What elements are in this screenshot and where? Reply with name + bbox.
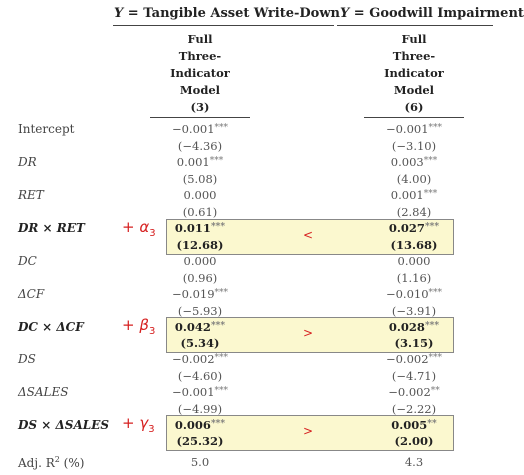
- row-label-dsales: ΔSALES: [18, 385, 69, 399]
- row-label-adj-r2: Adj. $R^2$ (%): [18, 455, 85, 470]
- col6-subheader-rule: [364, 117, 464, 118]
- col3-subheader-rule: [150, 117, 250, 118]
- cell-col6: (−4.71): [391, 369, 437, 383]
- cell-col3: (5.08): [182, 172, 218, 186]
- cell-col3: (12.68): [176, 238, 224, 252]
- cell-col6: −0.010***: [385, 287, 443, 301]
- col3-subheader: Full Three- Indicator Model (3): [170, 32, 230, 114]
- gamma3-annotation: + $\gamma_3$: [122, 414, 155, 435]
- cell-col3: 0.011***: [174, 221, 226, 235]
- cell-col6: (−3.10): [391, 139, 437, 153]
- cell-col3: (−4.60): [177, 369, 223, 383]
- cell-col6: (−2.22): [391, 402, 437, 416]
- cell-col3: −0.001***: [171, 385, 229, 399]
- cell-col3: (−4.99): [177, 402, 223, 416]
- row-label-ret: RET: [18, 188, 44, 202]
- row-label-dr: DR: [18, 155, 37, 169]
- cell-col3: (−5.93): [177, 304, 223, 318]
- comparison-greater-than-gamma: >: [303, 424, 314, 438]
- cell-col6: 0.001***: [390, 188, 438, 202]
- cell-col3: (−4.36): [177, 139, 223, 153]
- beta3-annotation: + $\beta_3$: [122, 316, 156, 337]
- row-label-intercept: Intercept: [18, 122, 75, 136]
- cell-col6: 0.003***: [390, 155, 438, 169]
- row-label-dc-x-dcf: DC × ΔCF: [18, 320, 84, 334]
- cell-col6: 0.005**: [391, 418, 437, 432]
- cell-col3: (5.34): [180, 336, 220, 350]
- cell-col3: −0.001***: [171, 122, 229, 136]
- comparison-less-than-alpha: <: [303, 228, 314, 242]
- cell-col6: (1.16): [396, 271, 432, 285]
- cell-col3-adj-r2: 5.0: [190, 455, 210, 469]
- cell-col3: (0.96): [182, 271, 218, 285]
- col3-title: Y = Tangible Asset Write-Down: [114, 6, 340, 21]
- row-label-ds-x-dsales: DS × ΔSALES: [18, 418, 110, 432]
- cell-col3: 0.000: [183, 188, 217, 202]
- cell-col3: 0.001***: [176, 155, 224, 169]
- cell-col6: 0.028***: [388, 320, 440, 334]
- col6-title-rule: [337, 25, 493, 26]
- cell-col6: (13.68): [390, 238, 438, 252]
- cell-col6: (3.15): [394, 336, 434, 350]
- cell-col6: (2.00): [394, 434, 434, 448]
- cell-col6: −0.001***: [385, 122, 443, 136]
- cell-col6: (2.84): [396, 205, 432, 219]
- cell-col3: −0.019***: [171, 287, 229, 301]
- row-label-dcf: ΔCF: [18, 287, 45, 301]
- cell-col6: 0.000: [397, 254, 431, 268]
- col3-title-rule: [113, 25, 334, 26]
- cell-col6: 0.027***: [388, 221, 440, 235]
- row-label-ds: DS: [18, 352, 36, 366]
- alpha3-annotation: + $\alpha_3$: [122, 218, 156, 239]
- cell-col3: 0.000: [183, 254, 217, 268]
- col6-subheader: Full Three- Indicator Model (6): [384, 32, 444, 114]
- cell-col3: 0.042***: [174, 320, 226, 334]
- col6-title: Y = Goodwill Impairment: [340, 6, 524, 21]
- cell-col6: (4.00): [396, 172, 432, 186]
- cell-col6: −0.002***: [385, 352, 443, 366]
- cell-col3: 0.006***: [174, 418, 226, 432]
- cell-col3: (0.61): [182, 205, 218, 219]
- cell-col6: (−3.91): [391, 304, 437, 318]
- cell-col6: −0.002**: [388, 385, 440, 399]
- comparison-greater-than-beta: >: [303, 326, 314, 340]
- cell-col3: (25.32): [176, 434, 224, 448]
- cell-col3: −0.002***: [171, 352, 229, 366]
- row-label-dc: DC: [18, 254, 37, 268]
- row-label-dr-x-ret: DR × RET: [18, 221, 85, 235]
- cell-col6-adj-r2: 4.3: [404, 455, 424, 469]
